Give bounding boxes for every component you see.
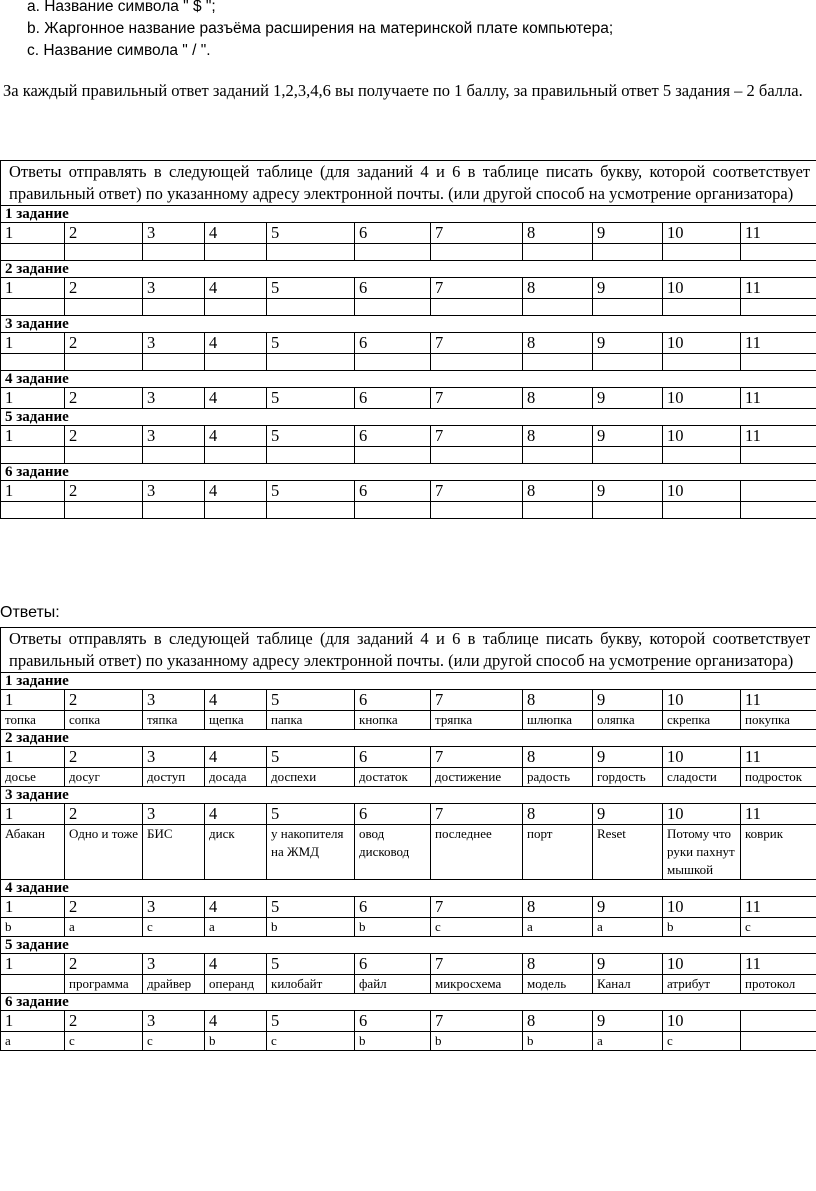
question-number-cell: 7 <box>431 690 523 711</box>
question-number-cell: 2 <box>65 1011 143 1032</box>
question-number-cell: 8 <box>523 747 593 768</box>
answer-key-table <box>0 627 816 1051</box>
question-number-cell: 4 <box>205 747 267 768</box>
answer-cell: тяпка <box>143 711 205 730</box>
question-number-cell: 10 <box>663 426 741 447</box>
question-number-cell: 7 <box>431 278 523 299</box>
question-number-cell: 4 <box>205 481 267 502</box>
question-number-cell: 5 <box>267 278 355 299</box>
question-number-cell: 2 <box>65 223 143 244</box>
answer-input-cell[interactable] <box>431 244 523 261</box>
question-number-cell: 11 <box>741 388 816 409</box>
question-number-cell: 11 <box>741 278 816 299</box>
question-number-cell: 9 <box>593 690 663 711</box>
answer-cell: Одно и тоже <box>65 825 143 880</box>
answer-input-cell[interactable] <box>355 299 431 316</box>
question-b: b. Жаргонное название разъёма расширения на материнской плате компьютера; <box>27 20 614 37</box>
answer-cell: c <box>741 918 816 937</box>
answer-cell: b <box>267 918 355 937</box>
question-number-cell: 4 <box>205 690 267 711</box>
answer-input-cell[interactable] <box>1 354 65 371</box>
question-number-cell: 5 <box>267 333 355 354</box>
answer-cell: a <box>593 918 663 937</box>
answer-cell <box>1 975 65 994</box>
answer-cell: топка <box>1 711 65 730</box>
question-number-cell: 7 <box>431 333 523 354</box>
question-number-cell: 1 <box>1 690 65 711</box>
question-number-cell: 8 <box>523 278 593 299</box>
answer-input-cell[interactable] <box>1 244 65 261</box>
answer-input-cell[interactable] <box>663 502 741 519</box>
answer-input-cell[interactable] <box>143 354 205 371</box>
question-number-cell: 1 <box>1 481 65 502</box>
answer-cell: доступ <box>143 768 205 787</box>
answer-input-cell[interactable] <box>663 354 741 371</box>
question-number-cell: 1 <box>1 1011 65 1032</box>
question-number-cell: 6 <box>355 481 431 502</box>
question-number-cell: 3 <box>143 223 205 244</box>
question-number-cell: 10 <box>663 804 741 825</box>
task-heading: 3 задание <box>1 787 816 804</box>
answer-cell: щепка <box>205 711 267 730</box>
answer-cell: драйвер <box>143 975 205 994</box>
question-number-cell: 8 <box>523 804 593 825</box>
question-number-cell: 4 <box>205 954 267 975</box>
answer-cell: b <box>663 918 741 937</box>
answer-cell: овод дисковод <box>355 825 431 880</box>
task-number-row <box>1 804 816 825</box>
answer-input-row <box>1 354 816 371</box>
question-number-cell: 3 <box>143 278 205 299</box>
question-number-cell: 8 <box>523 481 593 502</box>
question-number-cell: 5 <box>267 223 355 244</box>
answer-cell <box>741 1032 816 1051</box>
question-number-cell: 11 <box>741 690 816 711</box>
answer-row <box>1 768 816 787</box>
answer-row <box>1 918 816 937</box>
question-number-cell: 9 <box>593 804 663 825</box>
question-number-cell: 4 <box>205 1011 267 1032</box>
question-number-cell: 7 <box>431 426 523 447</box>
question-number-cell: 7 <box>431 897 523 918</box>
answer-cell: досада <box>205 768 267 787</box>
answer-cell: c <box>267 1032 355 1051</box>
question-number-cell: 2 <box>65 426 143 447</box>
task-number-row <box>1 747 816 768</box>
answer-input-cell[interactable] <box>523 502 593 519</box>
answer-row <box>1 825 816 880</box>
answer-input-cell[interactable] <box>355 502 431 519</box>
question-number-cell: 7 <box>431 1011 523 1032</box>
answer-cell: микросхема <box>431 975 523 994</box>
answer-input-cell[interactable] <box>593 244 663 261</box>
answer-cell: достижение <box>431 768 523 787</box>
answer-cell: Канал <box>593 975 663 994</box>
answer-cell: доспехи <box>267 768 355 787</box>
task-heading: 5 задание <box>1 937 816 954</box>
task-heading: 3 задание <box>1 316 816 333</box>
question-number-cell: 10 <box>663 278 741 299</box>
question-number-cell: 6 <box>355 223 431 244</box>
question-number-cell: 10 <box>663 1011 741 1032</box>
question-number-cell: 5 <box>267 690 355 711</box>
answer-cell: a <box>205 918 267 937</box>
answers-heading: Ответы: <box>0 604 60 621</box>
question-number-cell: 9 <box>593 426 663 447</box>
answer-input-cell[interactable] <box>741 244 816 261</box>
answer-input-cell[interactable] <box>741 299 816 316</box>
answer-input-cell[interactable] <box>143 244 205 261</box>
question-number-cell: 9 <box>593 954 663 975</box>
question-number-cell: 1 <box>1 223 65 244</box>
task-number-row <box>1 897 816 918</box>
answer-cell: файл <box>355 975 431 994</box>
question-number-cell: 3 <box>143 690 205 711</box>
answer-cell: c <box>65 1032 143 1051</box>
question-number-cell: 1 <box>1 426 65 447</box>
question-number-cell: 6 <box>355 747 431 768</box>
question-number-cell: 6 <box>355 690 431 711</box>
answer-cell: сопка <box>65 711 143 730</box>
answer-cell: подросток <box>741 768 816 787</box>
answer-input-cell[interactable] <box>663 244 741 261</box>
answer-input-cell[interactable] <box>523 244 593 261</box>
answer-cell: c <box>431 918 523 937</box>
task-heading: 5 задание <box>1 409 816 426</box>
question-number-cell: 3 <box>143 804 205 825</box>
question-number-cell: 5 <box>267 804 355 825</box>
answer-input-cell[interactable] <box>523 354 593 371</box>
question-number-cell: 9 <box>593 388 663 409</box>
answer-cell: a <box>523 918 593 937</box>
task-number-row <box>1 954 816 975</box>
question-number-cell: 9 <box>593 223 663 244</box>
answer-input-cell[interactable] <box>65 502 143 519</box>
answer-input-cell[interactable] <box>143 447 205 464</box>
answer-input-row <box>1 502 816 519</box>
question-number-cell: 9 <box>593 897 663 918</box>
question-number-cell: 2 <box>65 897 143 918</box>
answer-input-cell[interactable] <box>355 244 431 261</box>
question-number-cell: 1 <box>1 278 65 299</box>
answer-input-cell[interactable] <box>267 244 355 261</box>
answer-cell: гордость <box>593 768 663 787</box>
task-number-row <box>1 333 816 354</box>
question-number-cell: 11 <box>741 897 816 918</box>
answer-cell: b <box>205 1032 267 1051</box>
answer-cell: b <box>355 1032 431 1051</box>
question-number-cell: 11 <box>741 804 816 825</box>
answer-row <box>1 975 816 994</box>
answer-input-cell[interactable] <box>1 502 65 519</box>
answer-cell: атрибут <box>663 975 741 994</box>
answer-input-cell[interactable] <box>205 447 267 464</box>
answer-cell: c <box>143 1032 205 1051</box>
task-number-row <box>1 426 816 447</box>
answer-input-cell[interactable] <box>65 299 143 316</box>
question-number-cell: 4 <box>205 388 267 409</box>
question-number-cell: 2 <box>65 278 143 299</box>
question-number-cell: 8 <box>523 1011 593 1032</box>
answer-input-cell[interactable] <box>267 502 355 519</box>
answer-cell: покупка <box>741 711 816 730</box>
answer-cell: a <box>65 918 143 937</box>
question-number-cell: 5 <box>267 747 355 768</box>
answer-input-cell[interactable] <box>663 447 741 464</box>
question-number-cell: 9 <box>593 278 663 299</box>
answer-cell: досуг <box>65 768 143 787</box>
answer-cell: Абакан <box>1 825 65 880</box>
answer-input-cell[interactable] <box>65 244 143 261</box>
answer-input-cell[interactable] <box>1 299 65 316</box>
question-number-cell: 4 <box>205 804 267 825</box>
question-number-cell: 3 <box>143 747 205 768</box>
answer-input-cell[interactable] <box>593 299 663 316</box>
answer-input-cell[interactable] <box>593 502 663 519</box>
answer-input-cell[interactable] <box>523 299 593 316</box>
answer-cell: a <box>1 1032 65 1051</box>
question-number-cell: 11 <box>741 223 816 244</box>
question-number-cell: 9 <box>593 481 663 502</box>
answer-input-cell[interactable] <box>143 502 205 519</box>
question-number-cell: 10 <box>663 388 741 409</box>
question-number-cell: 8 <box>523 690 593 711</box>
question-number-cell: 1 <box>1 388 65 409</box>
answer-input-cell[interactable] <box>431 354 523 371</box>
answer-input-row <box>1 244 816 261</box>
answer-row <box>1 711 816 730</box>
instruction-text: Ответы отправлять в следующей таблице (для заданий 4 и 6 в таблице писать букву, которой соответствует правильный ответ) по указанному адресу электронной почты. (или другой способ на усмотрение организатора) <box>1 161 816 206</box>
question-number-cell: 5 <box>267 426 355 447</box>
answer-cell: b <box>1 918 65 937</box>
answer-cell: диск <box>205 825 267 880</box>
answer-input-cell[interactable] <box>205 244 267 261</box>
question-number-cell: 5 <box>267 954 355 975</box>
question-number-cell: 6 <box>355 426 431 447</box>
task-heading: 1 задание <box>1 673 816 690</box>
question-number-cell: 1 <box>1 804 65 825</box>
answer-form-table <box>0 160 816 519</box>
answer-input-cell[interactable] <box>205 354 267 371</box>
question-number-cell: 5 <box>267 1011 355 1032</box>
answer-input-cell[interactable] <box>741 354 816 371</box>
answer-input-cell[interactable] <box>741 447 816 464</box>
task-heading: 4 задание <box>1 880 816 897</box>
question-number-cell: 11 <box>741 426 816 447</box>
question-number-cell: 3 <box>143 426 205 447</box>
question-number-cell: 10 <box>663 954 741 975</box>
question-number-cell: 6 <box>355 388 431 409</box>
answer-input-cell[interactable] <box>205 502 267 519</box>
question-number-cell: 7 <box>431 804 523 825</box>
answer-cell: у накопителя на ЖМД <box>267 825 355 880</box>
task-heading: 2 задание <box>1 261 816 278</box>
task-heading: 6 задание <box>1 994 816 1011</box>
answer-cell: БИС <box>143 825 205 880</box>
question-number-cell: 4 <box>205 426 267 447</box>
question-number-cell: 3 <box>143 897 205 918</box>
question-number-cell: 8 <box>523 333 593 354</box>
question-c: c. Название символа " / ". <box>27 42 211 59</box>
question-number-cell: 4 <box>205 223 267 244</box>
answer-input-cell[interactable] <box>267 299 355 316</box>
task-heading: 6 задание <box>1 464 816 481</box>
question-number-cell: 8 <box>523 954 593 975</box>
answer-cell: скрепка <box>663 711 741 730</box>
question-number-cell: 1 <box>1 333 65 354</box>
question-number-cell: 11 <box>741 747 816 768</box>
task-heading: 1 задание <box>1 206 816 223</box>
question-number-cell: 9 <box>593 1011 663 1032</box>
answer-cell: кнопка <box>355 711 431 730</box>
question-number-cell: 2 <box>65 954 143 975</box>
task-number-row <box>1 388 816 409</box>
question-number-cell: 3 <box>143 1011 205 1032</box>
answer-input-cell[interactable] <box>431 299 523 316</box>
question-number-cell: 1 <box>1 897 65 918</box>
question-number-cell: 9 <box>593 333 663 354</box>
task-number-row <box>1 278 816 299</box>
answer-input-cell[interactable] <box>593 447 663 464</box>
answer-cell: Reset <box>593 825 663 880</box>
answer-input-cell[interactable] <box>523 447 593 464</box>
question-number-cell: 5 <box>267 481 355 502</box>
question-number-cell: 9 <box>593 747 663 768</box>
answer-cell: тряпка <box>431 711 523 730</box>
answer-cell: модель <box>523 975 593 994</box>
question-number-cell: 2 <box>65 690 143 711</box>
answer-input-cell[interactable] <box>431 502 523 519</box>
answer-cell: a <box>593 1032 663 1051</box>
answer-cell: c <box>663 1032 741 1051</box>
question-number-cell: 6 <box>355 333 431 354</box>
answer-cell: b <box>523 1032 593 1051</box>
scoring-paragraph: За каждый правильный ответ заданий 1,2,3,4,6 вы получаете по 1 баллу, за правильный ответ 5 задания – 2 балла. <box>3 81 803 100</box>
question-number-cell: 4 <box>205 278 267 299</box>
question-number-cell: 3 <box>143 954 205 975</box>
question-number-cell: 7 <box>431 954 523 975</box>
question-number-cell: 3 <box>143 481 205 502</box>
answer-cell: Потому что руки пахнут мышкой <box>663 825 741 880</box>
answer-row <box>1 1032 816 1051</box>
question-a: a. Название символа " $ "; <box>27 0 216 15</box>
question-number-cell: 8 <box>523 388 593 409</box>
answer-cell: сладости <box>663 768 741 787</box>
instruction-text: Ответы отправлять в следующей таблице (для заданий 4 и 6 в таблице писать букву, которой соответствует правильный ответ) по указанному адресу электронной почты. (или другой способ на усмотрение организатора) <box>1 628 816 673</box>
answer-input-cell[interactable] <box>741 502 816 519</box>
question-number-cell: 6 <box>355 897 431 918</box>
answer-input-cell[interactable] <box>267 447 355 464</box>
question-number-cell: 2 <box>65 333 143 354</box>
answer-cell: протокол <box>741 975 816 994</box>
question-number-cell <box>741 1011 816 1032</box>
question-number-cell: 10 <box>663 747 741 768</box>
answer-input-cell[interactable] <box>65 354 143 371</box>
task-number-row <box>1 223 816 244</box>
answer-cell: b <box>431 1032 523 1051</box>
question-number-cell: 5 <box>267 897 355 918</box>
question-number-cell: 2 <box>65 804 143 825</box>
task-number-row <box>1 1011 816 1032</box>
answer-cell: программа <box>65 975 143 994</box>
question-number-cell: 10 <box>663 897 741 918</box>
question-number-cell: 7 <box>431 747 523 768</box>
answer-cell: папка <box>267 711 355 730</box>
answer-input-row <box>1 299 816 316</box>
question-number-cell: 5 <box>267 388 355 409</box>
question-number-cell: 4 <box>205 333 267 354</box>
answer-input-row <box>1 447 816 464</box>
answer-cell: радость <box>523 768 593 787</box>
question-number-cell: 3 <box>143 388 205 409</box>
question-number-cell: 1 <box>1 954 65 975</box>
answer-input-cell[interactable] <box>143 299 205 316</box>
answer-input-cell[interactable] <box>65 447 143 464</box>
question-number-cell: 8 <box>523 223 593 244</box>
answer-input-cell[interactable] <box>205 299 267 316</box>
answer-input-cell[interactable] <box>355 354 431 371</box>
question-number-cell: 11 <box>741 333 816 354</box>
question-number-cell: 8 <box>523 426 593 447</box>
question-number-cell: 2 <box>65 388 143 409</box>
question-number-cell: 10 <box>663 481 741 502</box>
question-number-cell: 7 <box>431 481 523 502</box>
question-number-cell: 6 <box>355 954 431 975</box>
answer-cell: шлюпка <box>523 711 593 730</box>
question-number-cell <box>741 481 816 502</box>
answer-cell: достаток <box>355 768 431 787</box>
answer-cell: килобайт <box>267 975 355 994</box>
answer-cell: досье <box>1 768 65 787</box>
task-number-row <box>1 481 816 502</box>
question-number-cell: 6 <box>355 804 431 825</box>
question-number-cell: 8 <box>523 897 593 918</box>
answer-cell: операнд <box>205 975 267 994</box>
task-number-row <box>1 690 816 711</box>
question-number-cell: 3 <box>143 333 205 354</box>
answer-input-cell[interactable] <box>1 447 65 464</box>
answer-cell: коврик <box>741 825 816 880</box>
answer-cell: c <box>143 918 205 937</box>
question-number-cell: 10 <box>663 223 741 244</box>
answer-input-cell[interactable] <box>593 354 663 371</box>
question-number-cell: 7 <box>431 388 523 409</box>
question-number-cell: 10 <box>663 690 741 711</box>
answer-input-cell[interactable] <box>267 354 355 371</box>
question-number-cell: 1 <box>1 747 65 768</box>
question-number-cell: 7 <box>431 223 523 244</box>
question-number-cell: 11 <box>741 954 816 975</box>
answer-input-cell[interactable] <box>355 447 431 464</box>
question-number-cell: 6 <box>355 1011 431 1032</box>
answer-cell: оляпка <box>593 711 663 730</box>
task-heading: 4 задание <box>1 371 816 388</box>
task-heading: 2 задание <box>1 730 816 747</box>
answer-input-cell[interactable] <box>431 447 523 464</box>
answer-input-cell[interactable] <box>663 299 741 316</box>
answer-cell: последнее <box>431 825 523 880</box>
question-number-cell: 2 <box>65 747 143 768</box>
question-number-cell: 6 <box>355 278 431 299</box>
question-number-cell: 2 <box>65 481 143 502</box>
question-number-cell: 4 <box>205 897 267 918</box>
answer-cell: b <box>355 918 431 937</box>
question-number-cell: 10 <box>663 333 741 354</box>
answer-cell: порт <box>523 825 593 880</box>
